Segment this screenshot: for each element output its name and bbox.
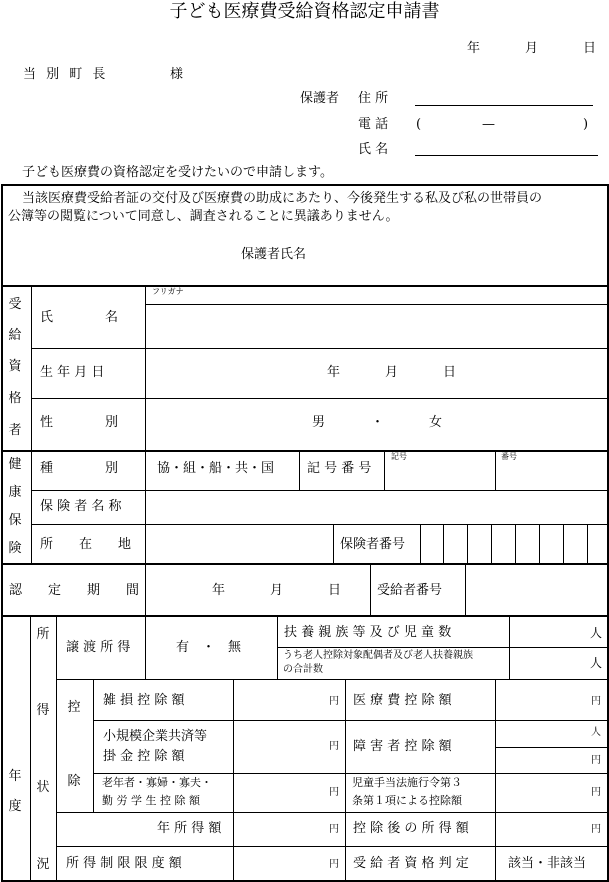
request-statement: 子ども医療費の資格認定を受けたいので申請します。	[22, 165, 333, 180]
divider	[491, 524, 492, 564]
symbol-small-label: 記号	[391, 452, 407, 461]
sex-option-female[interactable]: 女	[429, 415, 443, 430]
elderly-label-1: うち老人控除対象配偶者及び老人扶養親族	[283, 650, 473, 661]
recipient-group-char: 受	[8, 297, 22, 312]
insurance-type-options[interactable]: 協・組・船・共・国	[157, 461, 275, 476]
yen-unit: 円	[329, 741, 339, 752]
insurance-type-label: 種 別	[40, 461, 119, 476]
divider	[1, 615, 609, 617]
divider	[467, 524, 468, 564]
status-group-char: 状	[36, 780, 50, 795]
disability-deduction-label: 障 害 者 控 除 額	[353, 739, 452, 754]
divider	[145, 564, 146, 616]
yen-unit: 円	[329, 859, 339, 870]
divider	[56, 812, 609, 813]
divider	[370, 564, 371, 616]
after-deduction-label: 控 除 後 の 所 得 額	[353, 821, 469, 836]
number-small-label: 番号	[501, 452, 517, 461]
divider	[30, 616, 31, 882]
divider	[539, 524, 540, 564]
recipient-group-char: 者	[8, 423, 22, 438]
yen-unit: 円	[591, 824, 601, 835]
date-year-label: 年	[467, 41, 481, 56]
yen-unit: 円	[329, 787, 339, 798]
divider	[277, 616, 278, 680]
divider	[495, 747, 609, 748]
annual-income-label: 年 所 得 額	[157, 821, 222, 836]
widow-deduction-label-1: 老年者・寡婦・寡夫・	[102, 776, 212, 789]
consent-line-1: 当該医療費受給者証の交付及び医療費の助成にあたり、今後発生する私及び私の世帯員の	[22, 191, 543, 206]
child-allowance-label-1: 児童手当法施行令第３	[352, 776, 462, 789]
period-day-label: 日	[328, 583, 342, 598]
divider	[31, 524, 609, 525]
yen-unit: 円	[591, 755, 601, 766]
divider	[1, 450, 609, 452]
divider	[31, 490, 609, 491]
addressee-honorific: 様	[170, 67, 184, 82]
sex-label: 性 別	[40, 415, 119, 430]
birth-year-label: 年	[327, 365, 341, 380]
certification-period-label: 認 定 期 間	[9, 583, 140, 598]
divider	[56, 616, 57, 882]
sme-deduction-label-2: 掛 金 控 除 額	[103, 749, 185, 764]
divider	[1, 563, 609, 565]
widow-deduction-label-2: 勤 労 学 生 控 除 額	[102, 794, 200, 807]
yen-unit: 円	[591, 696, 601, 707]
divider	[31, 398, 609, 399]
guardian-signature-label: 保護者氏名	[241, 247, 307, 262]
status-group-char: 得	[36, 703, 50, 718]
yen-unit: 円	[329, 824, 339, 835]
divider	[93, 720, 609, 721]
insurer-address-label: 所 在 地	[40, 537, 132, 552]
insurance-group-char: 保	[8, 513, 22, 528]
year-group-char: 度	[8, 799, 22, 814]
sme-deduction-label-1: 小規模企業共済等	[103, 729, 208, 744]
sex-separator: ・	[371, 415, 385, 430]
divider	[1, 285, 609, 287]
recipient-group-char: 格	[8, 391, 22, 406]
date-month-label: 月	[525, 41, 539, 56]
insurer-number-label: 保険者番号	[340, 537, 406, 552]
divider	[31, 348, 609, 349]
recipient-number-label: 受給者番号	[377, 583, 443, 598]
divider	[145, 286, 146, 563]
divider	[93, 773, 609, 774]
deduction-group-char: 除	[67, 774, 81, 789]
dependents-unit: 人	[590, 626, 603, 640]
transfer-income-options[interactable]: 有 ・ 無	[176, 640, 242, 655]
year-group-char: 年	[8, 769, 22, 784]
disability-person-unit: 人	[591, 727, 601, 738]
recipient-group-char: 資	[8, 359, 22, 374]
elderly-label-2: の合計数	[283, 664, 323, 675]
recipient-group-char: 給	[8, 328, 22, 343]
phone-dash: —	[482, 117, 495, 132]
transfer-income-label: 譲 渡 所 得	[66, 640, 131, 655]
phone-label: 電 話	[358, 117, 389, 132]
divider	[443, 524, 444, 564]
divider	[345, 680, 346, 882]
elderly-unit: 人	[590, 656, 603, 670]
divider	[495, 451, 496, 491]
divider	[509, 616, 510, 680]
period-month-label: 月	[270, 583, 284, 598]
divider	[384, 451, 385, 491]
eligibility-label: 受 給 者 資 格 判 定	[353, 856, 469, 871]
address-input-line[interactable]	[415, 105, 593, 106]
divider	[31, 286, 32, 563]
address-label: 住 所	[358, 91, 389, 106]
birth-day-label: 日	[443, 365, 457, 380]
yen-unit: 円	[329, 696, 339, 707]
divider	[93, 680, 94, 813]
symbol-number-label: 記 号 番 号	[307, 461, 372, 476]
misc-loss-deduction-label: 雑 損 控 除 額	[103, 693, 185, 708]
divider	[333, 524, 334, 564]
furigana-label: フリガナ	[152, 287, 184, 296]
period-year-label: 年	[212, 583, 226, 598]
child-allowance-label-2: 条第１項による控除額	[352, 794, 462, 807]
divider	[495, 680, 496, 882]
applicant-name-label: 氏 名	[358, 142, 389, 157]
insurer-name-label: 保 険 者 名 称	[40, 499, 122, 514]
addressee-name: 当 別 町 長	[23, 67, 109, 82]
divider	[56, 846, 609, 847]
divider	[515, 524, 516, 564]
birth-month-label: 月	[385, 365, 399, 380]
income-limit-label: 所 得 制 限 限 度 額	[66, 856, 182, 871]
applicant-name-input-line[interactable]	[415, 155, 598, 156]
consent-line-2: 公簿等の閲覧について同意し、調査されることに異議ありません。	[8, 209, 399, 224]
divider	[420, 524, 421, 564]
date-day-label: 日	[583, 41, 597, 56]
deduction-group-char: 控	[67, 700, 81, 715]
divider	[277, 647, 609, 648]
divider	[587, 524, 588, 564]
dependents-label: 扶 養 親 族 等 及 び 児 童 数	[284, 625, 452, 640]
phone-open-paren: (	[416, 117, 422, 132]
divider	[56, 679, 609, 680]
insurance-group-char: 康	[8, 485, 22, 500]
medical-deduction-label: 医 療 費 控 除 額	[353, 693, 452, 708]
divider	[299, 451, 300, 491]
guardian-label: 保護者	[300, 91, 340, 106]
phone-close-paren: )	[583, 117, 589, 132]
insurance-group-char: 健	[8, 457, 22, 472]
sex-option-male[interactable]: 男	[312, 415, 326, 430]
recipient-name-label: 氏 名	[40, 310, 119, 325]
divider	[145, 616, 146, 680]
divider	[233, 680, 234, 882]
yen-unit: 円	[591, 787, 601, 798]
status-group-char: 所	[36, 627, 50, 642]
divider	[465, 564, 466, 616]
status-group-char: 況	[36, 857, 50, 872]
form-title: 子ども医療費受給資格認定申請書	[169, 1, 440, 22]
divider	[563, 524, 564, 564]
insurance-group-char: 険	[8, 541, 22, 556]
divider	[145, 304, 609, 305]
birth-date-label: 生 年 月 日	[40, 365, 105, 380]
eligibility-options[interactable]: 該当・非該当	[508, 856, 587, 871]
